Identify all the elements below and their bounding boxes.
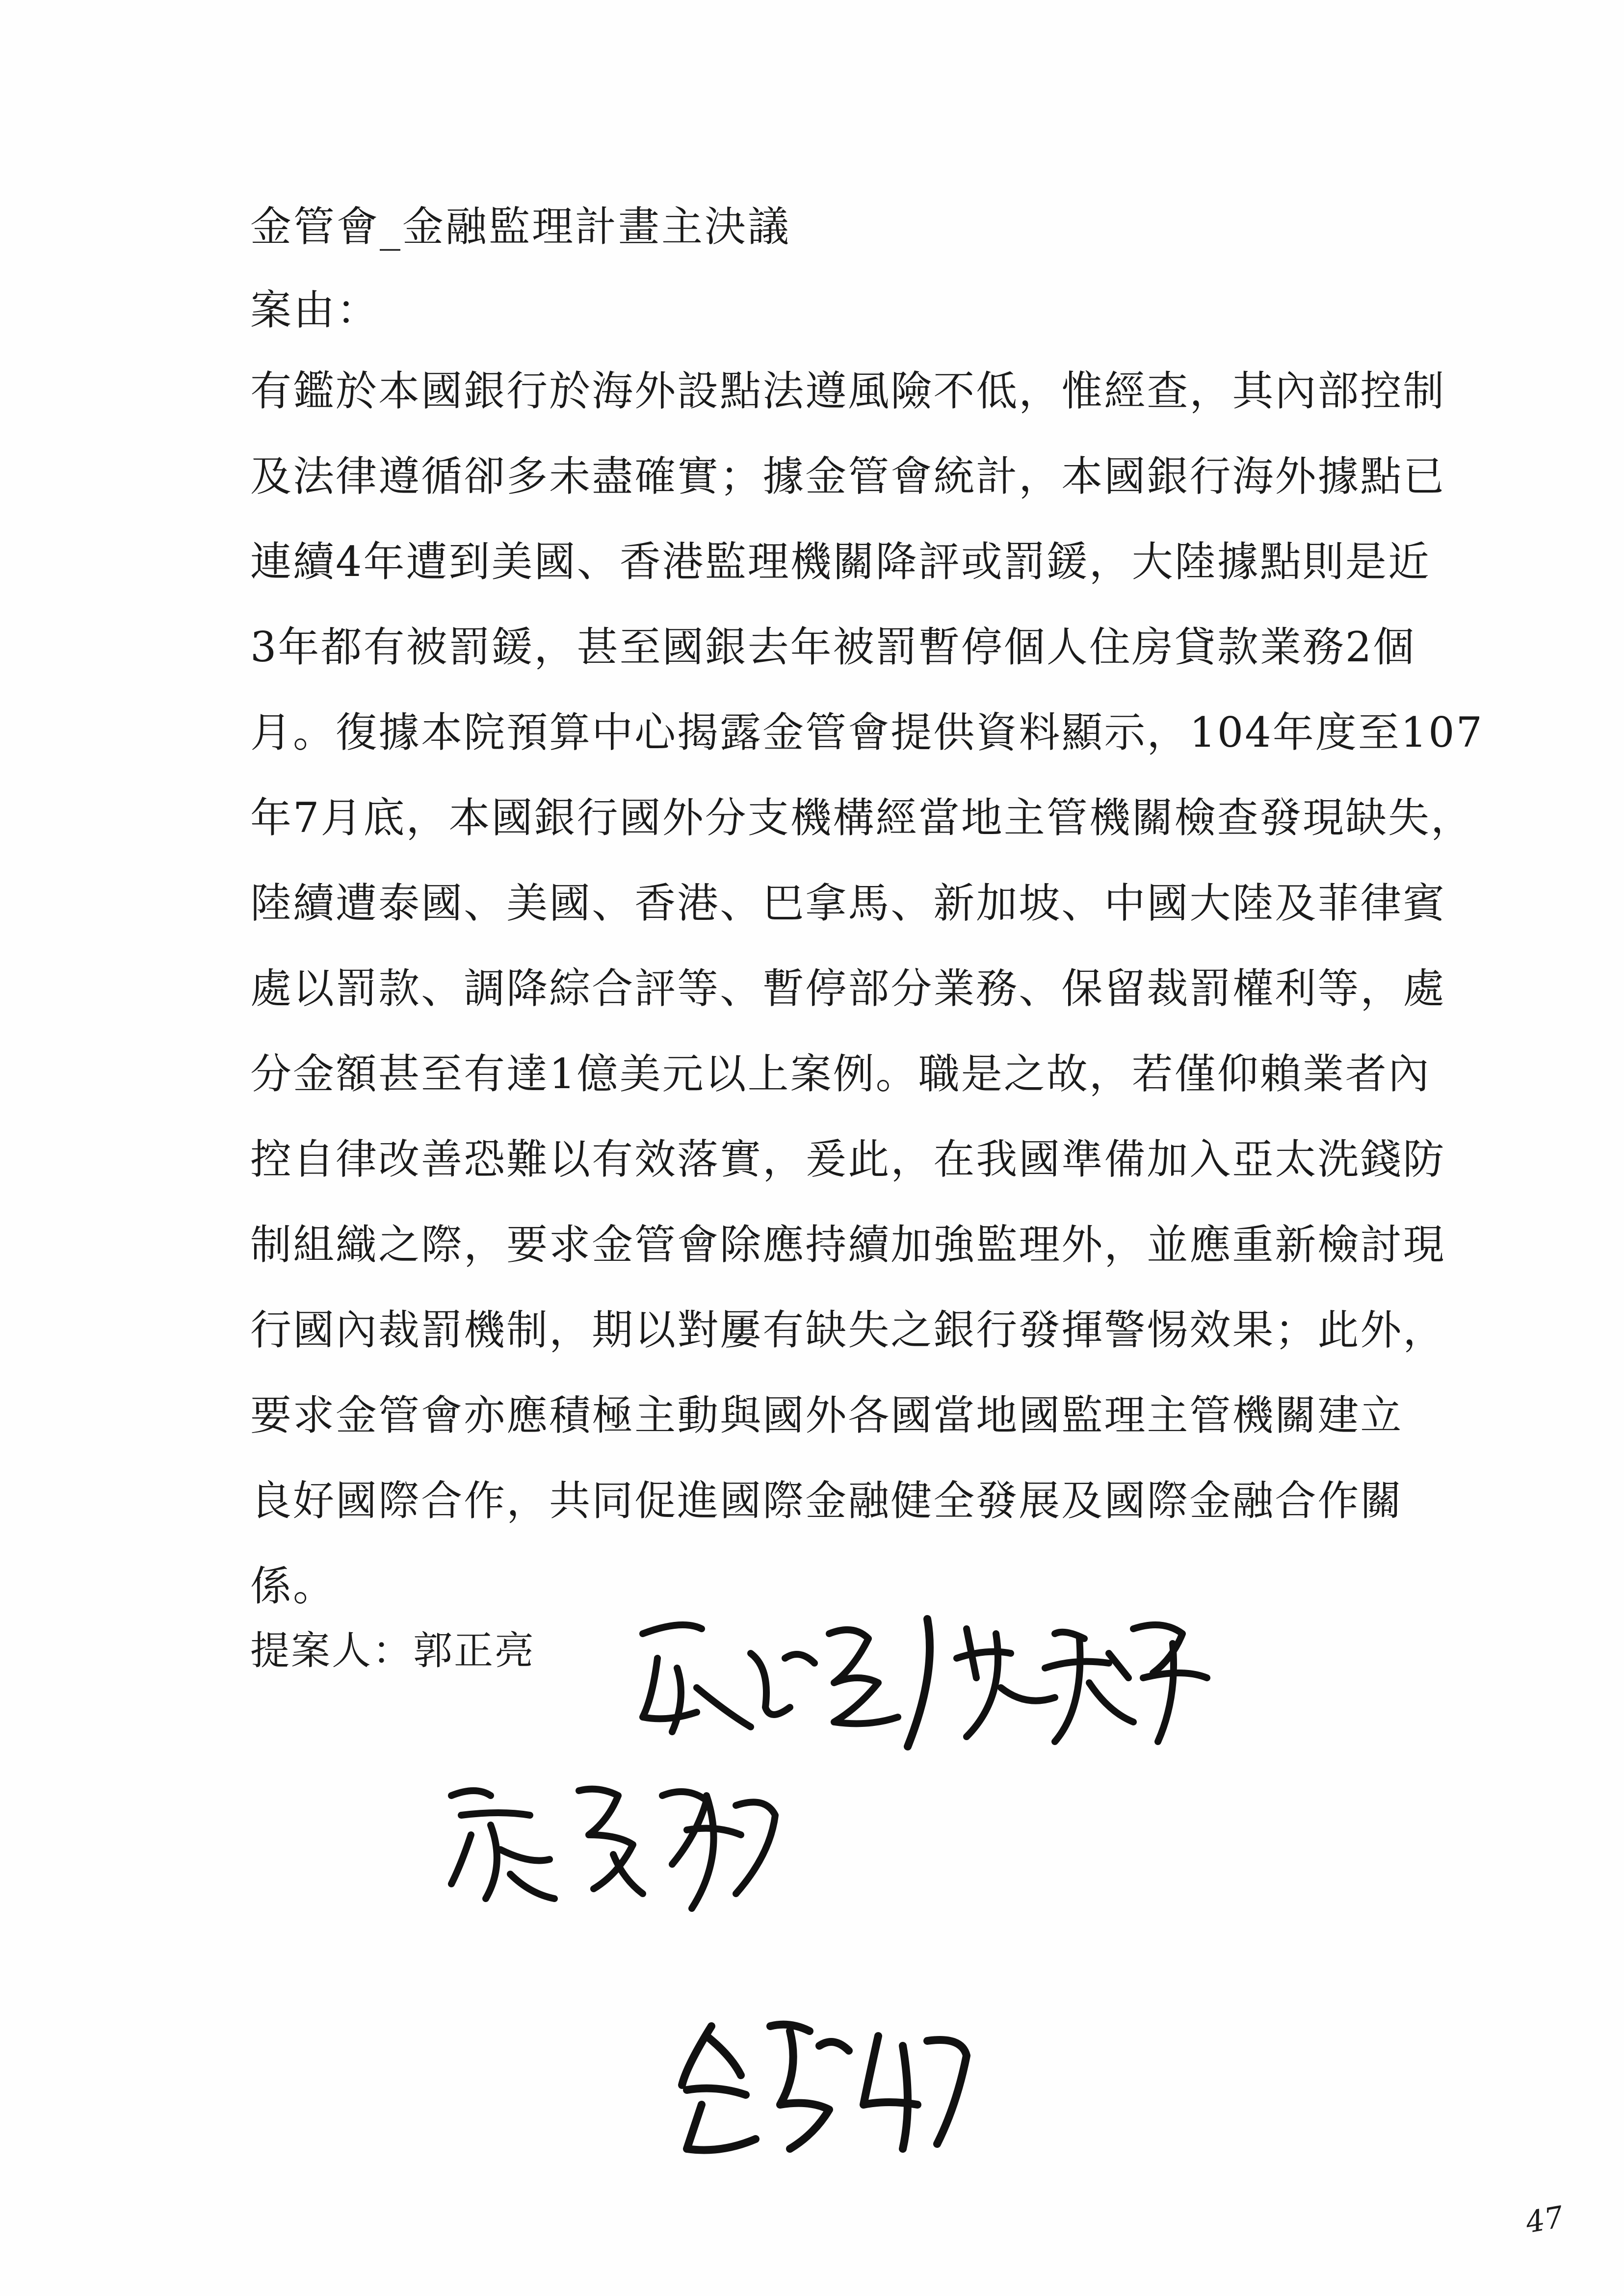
- body-line: 制 組 織 之 際 ， 要 求 金 管 會 除 應 持 續 加 強 監 理 外 ， 並 應 重 新 檢 討 現: [250, 1221, 1446, 1269]
- body-line: 良 好 國 際 合 作 ， 共 同 促 進 國 際 金 融 健 全 發 展 及 國 際 金 融 合 作 關: [250, 1477, 1403, 1525]
- body-line: 月 。 復 據 本 院 預 算 中 心 揭 露 金 管 會 提 供 資 料 顯 示 ， 104 年 度 至 107: [250, 708, 1484, 757]
- body-line: 控 自 律 改 善 恐 難 以 有 效 落 實 ， 爰 此 ， 在 我 國 準 備 加 入 亞 太 洗 錢 防: [250, 1135, 1446, 1183]
- subject-label: 案由：: [250, 286, 380, 334]
- handwritten-signature: [672, 2007, 976, 2159]
- resolution-body: [250, 348, 1484, 1629]
- body-line: 陸 續 遭 泰 國 、 美 國 、 香 港 、 巴 拿 馬 、 新 加 坡 、 中 國 大 陸 及 菲 律 賓: [250, 879, 1446, 927]
- body-line: 連 續 4 年 遭 到 美 國 、 香 港 監 理 機 關 降 評 或 罰 鍰 ， 大 陸 據 點 則 是 近: [250, 538, 1431, 586]
- document-title: 金管會_金融監理計畫主決議: [250, 203, 791, 251]
- body-line: 分 金 額 甚 至 有 達 1 億 美 元 以 上 案 例 。 職 是 之 故 ， 若 僅 仰 賴 業 者 內: [250, 1050, 1431, 1098]
- handwritten-signature: [623, 1599, 1310, 1756]
- body-line: 年 7 月 底 ， 本 國 銀 行 國 外 分 支 機 構 經 當 地 主 管 機 關 檢 查 發 現 缺 失 ，: [250, 794, 1473, 842]
- proposer-label: 提案人：郭正亮: [250, 1628, 535, 1673]
- body-line: 係。: [250, 1562, 336, 1610]
- body-line: 3 年 都 有 被 罰 鍰 ， 甚 至 國 銀 去 年 被 罰 暫 停 個 人 住 房 貸 款 業 務 2 個: [250, 623, 1416, 671]
- page-number: 47: [1523, 2199, 1566, 2241]
- body-line: 及 法 律 遵 循 卻 多 未 盡 確 實 ； 據 金 管 會 統 計 ， 本 國 銀 行 海 外 據 點 已: [250, 452, 1446, 500]
- handwritten-signature: [432, 1766, 805, 1913]
- body-line: 處 以 罰 款 、 調 降 綜 合 評 等 、 暫 停 部 分 業 務 、 保 留 裁 罰 權 利 等 ， 處: [250, 965, 1446, 1013]
- body-line: 有 鑑 於 本 國 銀 行 於 海 外 設 點 法 遵 風 險 不 低 ， 惟 經 查 ， 其 內 部 控 制: [250, 367, 1446, 415]
- body-line: 行 國 內 裁 罰 機 制 ， 期 以 對 屢 有 缺 失 之 銀 行 發 揮 警 惕 效 果 ； 此 外 ，: [250, 1306, 1446, 1354]
- body-line: 要 求 金 管 會 亦 應 積 極 主 動 與 國 外 各 國 當 地 國 監 理 主 管 機 關 建 立: [250, 1391, 1403, 1439]
